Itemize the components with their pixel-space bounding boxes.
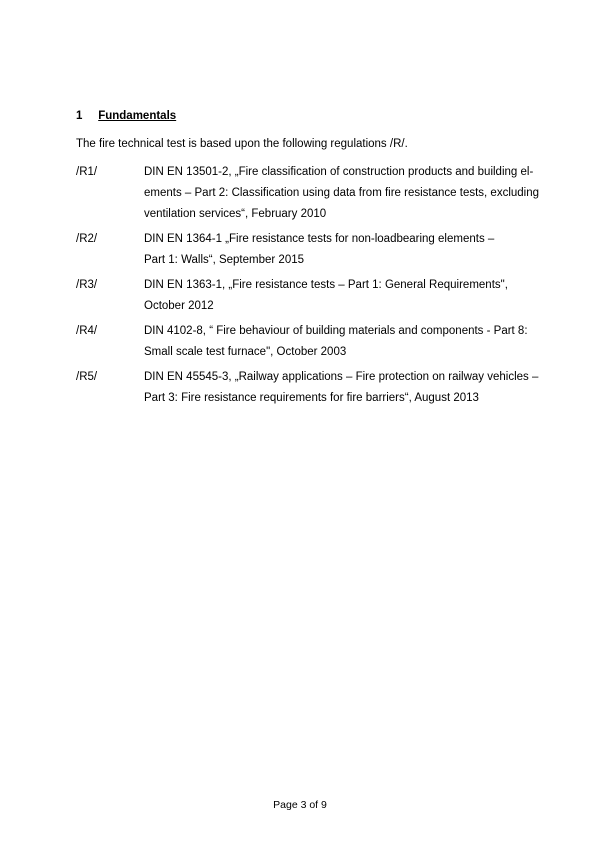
reference-id: /R5/ xyxy=(76,371,98,383)
reference-item xyxy=(76,321,536,363)
reference-text xyxy=(144,321,536,363)
reference-line: ventilation services“, February 2010 xyxy=(144,208,327,220)
reference-id: /R3/ xyxy=(76,279,98,291)
reference-line: Small scale test furnace", October 2003 xyxy=(144,346,347,358)
reference-text xyxy=(144,275,536,317)
reference-line: Part 3: Fire resistance requirements for fire barriers“, August 2013 xyxy=(144,392,479,404)
reference-id: /R2/ xyxy=(76,233,98,245)
reference-line: Part 1: Walls“, September 2015 xyxy=(144,254,305,266)
reference-line: ements – Part 2: Classification using data from fire resistance tests, excluding xyxy=(144,187,540,199)
reference-item xyxy=(76,367,539,409)
reference-item xyxy=(76,162,540,225)
reference-list xyxy=(76,162,540,413)
reference-item xyxy=(76,229,536,271)
reference-id: /R4/ xyxy=(76,325,98,337)
section-number: 1 xyxy=(76,110,83,122)
section-title: Fundamentals xyxy=(98,110,177,122)
reference-line: DIN 4102-8, “ Fire behaviour of building materials and components - Part 8: xyxy=(144,325,528,337)
reference-text xyxy=(144,367,538,409)
page-number: Page 3 of 9 xyxy=(273,799,327,811)
section-heading xyxy=(76,110,176,122)
intro-paragraph: The fire technical test is based upon the following regulations /R/. xyxy=(76,138,408,150)
reference-line: DIN EN 13501-2, „Fire classification of construction products and building el- xyxy=(144,166,534,178)
reference-line: DIN EN 45545-3, „Railway applications – Fire protection on railway vehicles – xyxy=(144,371,539,383)
reference-line: DIN EN 1364-1 „Fire resistance tests for non-loadbearing elements – xyxy=(144,233,495,245)
reference-text xyxy=(144,229,536,271)
reference-line: October 2012 xyxy=(144,300,214,312)
reference-text xyxy=(144,162,539,225)
reference-id: /R1/ xyxy=(76,166,98,178)
reference-item xyxy=(76,275,536,317)
reference-line: DIN EN 1363-1, „Fire resistance tests – Part 1: General Requirements", xyxy=(144,279,508,291)
